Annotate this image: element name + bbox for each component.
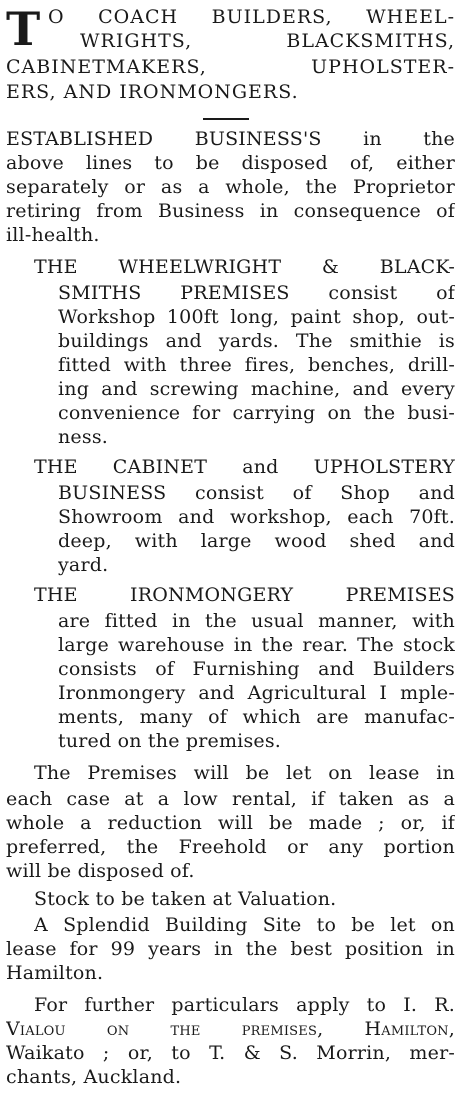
intro-line: ESTABLISHED BUSINESS'S in the xyxy=(6,128,455,150)
intro-line: ill-health. xyxy=(6,224,100,246)
ironmongery-line: THE IRONMONGERY PREMISES xyxy=(34,584,455,606)
particulars-line: chants, Auckland. xyxy=(6,1066,182,1088)
wheelwright-line: ing and screwing machine, and every xyxy=(58,378,455,400)
cabinet-line: deep, with large wood shed and xyxy=(58,530,455,552)
intro-line: retiring from Business in consequence of xyxy=(6,200,455,222)
stock-line: Stock to be taken at Valuation. xyxy=(34,888,337,910)
intro-line: above lines to be disposed of, either xyxy=(6,152,455,174)
site-line: Hamilton. xyxy=(6,962,104,984)
lease-line: each case at a low rental, if taken as a xyxy=(6,788,455,810)
lease-line: preferred, the Freehold or any portion xyxy=(6,836,455,858)
cabinet-line: BUSINESS consist of Shop and xyxy=(58,482,455,504)
wheelwright-line: SMITHS PREMISES consist of xyxy=(58,282,455,304)
wheelwright-line: ness. xyxy=(58,426,109,448)
particulars-line: Vialou on the premises, Hamilton, xyxy=(6,1018,455,1040)
cabinet-line: Showroom and workshop, each 70ft. xyxy=(58,506,455,528)
site-line: lease for 99 years in the best position in xyxy=(6,938,455,960)
lease-line: will be disposed of. xyxy=(6,860,195,882)
wheelwright-line: THE WHEELWRIGHT & BLACK- xyxy=(34,256,455,278)
heading-line-1: O COACH BUILDERS, WHEEL- xyxy=(48,6,455,28)
heading-line-3: CABINETMAKERS, UPHOLSTER- xyxy=(6,56,455,78)
wheelwright-line: buildings and yards. The smithie is xyxy=(58,330,455,352)
separator-rule xyxy=(203,118,249,120)
cabinet-line: yard. xyxy=(58,554,109,576)
lease-line: whole a reduction will be made ; or, if xyxy=(6,812,455,834)
ironmongery-line: large warehouse in the rear. The stock xyxy=(58,634,455,656)
heading-line-2: WRIGHTS, BLACKSMITHS, xyxy=(80,30,455,52)
intro-line: separately or as a whole, the Proprietor xyxy=(6,176,455,198)
wheelwright-line: Workshop 100ft long, paint shop, out- xyxy=(58,306,455,328)
ironmongery-line: consists of Furnishing and Builders xyxy=(58,658,455,680)
particulars-line: Waikato ; or, to T. & S. Morrin, mer- xyxy=(6,1042,455,1064)
cabinet-line: THE CABINET and UPHOLSTERY xyxy=(34,456,455,478)
site-line: A Splendid Building Site to be let on xyxy=(34,914,455,936)
ironmongery-line: ments, many of which are manufac- xyxy=(58,706,455,728)
wheelwright-line: fitted with three fires, benches, drill- xyxy=(58,354,455,376)
ironmongery-line: Ironmongery and Agricultural I mple- xyxy=(58,682,455,704)
wheelwright-line: convenience for carrying on the busi- xyxy=(58,402,455,424)
ironmongery-line: are fitted in the usual manner, with xyxy=(58,610,455,632)
heading-dropcap: T xyxy=(6,2,41,56)
lease-line: The Premises will be let on lease in xyxy=(34,762,455,784)
heading-line-4: ERS, AND IRONMONGERS. xyxy=(6,81,299,103)
particulars-line: For further particulars apply to I. R. xyxy=(34,994,455,1016)
ironmongery-line: tured on the premises. xyxy=(58,730,282,752)
